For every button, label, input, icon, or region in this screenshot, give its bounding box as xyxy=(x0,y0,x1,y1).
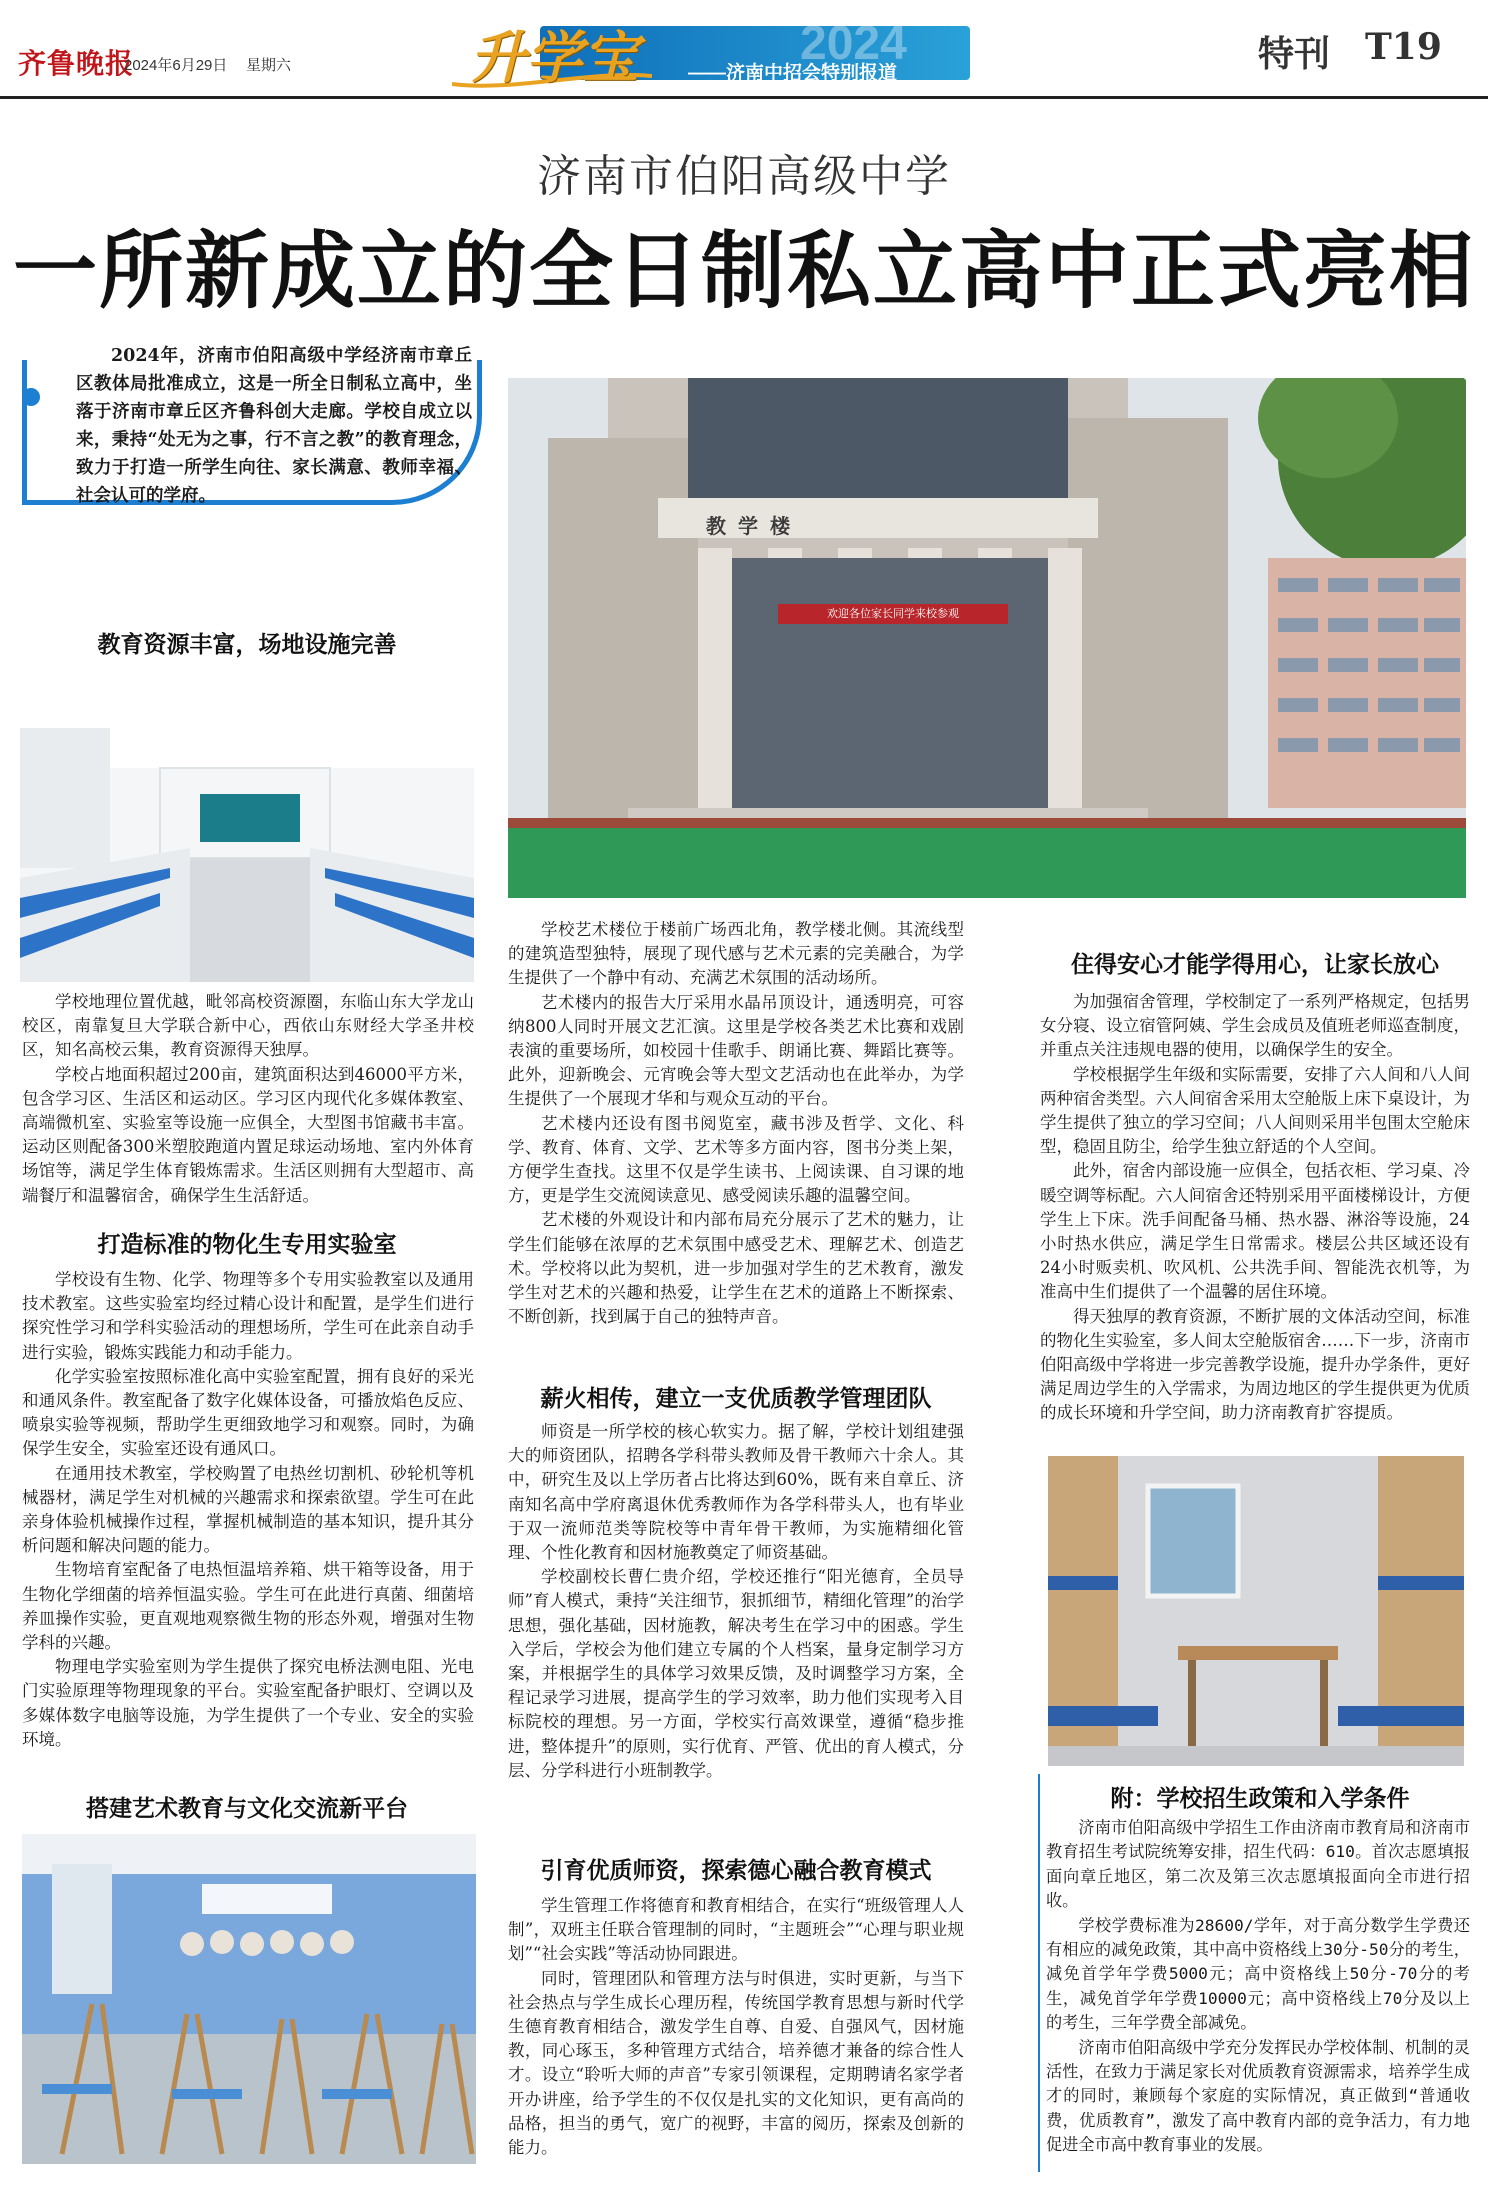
page-code: T19 xyxy=(1365,26,1442,68)
section-body-resources: 学校地理位置优越，毗邻高校资源圈，东临山东大学龙山校区，南靠复旦大学联合新中心，西依山东财经大学圣井校区，知名高校云集，教育资源得天独厚。 学校占地面积超过200亩，建筑面积达到46000平方米，包含学习区、生活区和运动区。学习区内现代化多媒体教室、高端微机室、实验室等设施一应俱全，大型图书馆藏书丰富。运动区则配备300米塑胶跑道内置足球运动场地、室内外体育场馆等，满足学生体育锻炼需求。生活区则拥有大型超市、高端餐厅和温馨宿舍，确保学生生活舒适。 xyxy=(22,992,474,1205)
section-heading-labs: 打造标准的物化生专用实验室 xyxy=(97,1231,397,1258)
main-headline: 一所新成立的全日制私立高中正式亮相 xyxy=(12,221,1475,320)
art-room-photo xyxy=(22,1834,476,2164)
header-divider xyxy=(0,96,1488,99)
section-body-dorm: 为加强宿舍管理，学校制定了一系列严格规定，包括男女分寝、设立宿管阿姨、学生会成员及值班老师巡查制度，并重点关注违规电器的使用，以确保学生的安全。 学校根据学生年级和实际需要，安排了六人间和八人间两种宿舍类型。六人间宿舍采用太空舱版上床下桌设计，为学生提供了独立的学习空间；八人间则采用半包围太空舱床型，稳固且防尘，给学生独立舒适的个人空间。 此外，宿舍内部设施一应俱全，包括衣柜、学习桌、冷暖空调等标配。六人间宿舍还特别采用平面楼梯设计，方便学生上下床。洗手间配备马桶、热水器、淋浴等设施，24小时热水供应，满足学生日常需求。楼层公共区域还设有24小时贩卖机、吹风机、公共洗手间、智能洗衣机等，为准高中生们提供了一个温馨的居住环境。 得天独厚的教育资源，不断扩展的文体活动空间，标准的物化生实验室，多人间太空舱版宿舍……下一步，济南市伯阳高级中学将进一步完善教学设施，提升办学条件，更好满足周边学生的入学需求，为周边地区的学生提供更为优质的成长环境和升学空间，助力济南教育扩容提质。 xyxy=(1040,992,1470,1423)
banner-year: 2024 xyxy=(800,17,907,70)
sub-headline: 济南市伯阳高级中学 xyxy=(537,152,951,201)
section-heading-team: 薪火相传，建立一支优质教学管理团队 xyxy=(540,1385,932,1412)
section-heading-resources: 教育资源丰富，场地设施完善 xyxy=(97,631,397,658)
admission-body: 济南市伯阳高级中学招生工作由济南市教育局和济南市教育招生考试院统筹安排，招生代码：610。首次志愿填报面向章丘地区，第二次及第三次志愿填报面向全市进行招收。 学校学费标准为28600/学年，对于高分数学生学费还有相应的减免政策，其中高中资格线上30分-50分的考生，减免首学年学费5000元；高中资格线上50分-70分的考生，减免首学年学费10000元；高中资格线上70分及以上的考生，三年学费全部减免。 济南市伯阳高级中学充分发挥民办学校体制、机制的灵活性，在致力于满足家长对优质教育资源需求，培养学生成才的同时，兼顾每个家庭的实际情况，真正做到“普通收费，优质教育”，激发了高中教育内部的竞争活力，有力地促进全市高中教育事业的发展。 xyxy=(1046,1818,1470,2155)
banner-subtitle: ——济南中招会特别报道 xyxy=(688,63,898,84)
issue-weekday: 星期六 xyxy=(246,57,292,74)
admission-heading: 附：学校招生政策和入学条件 xyxy=(1110,1785,1410,1812)
intro-paragraph: 2024年，济南市伯阳高级中学经济南市章丘区教体局批准成立，这是一所全日制私立高中，坐落于济南市章丘区齐鲁科创大走廊。学校自成立以来，秉持“处无为之事，行不言之教”的教育理念，致力于打造一所学生向往、家长满意、教师幸福、社会认可的学府。 xyxy=(76,346,472,506)
school-building-photo xyxy=(508,378,1466,898)
dormitory-photo xyxy=(1048,1456,1464,1766)
section-body-team: 师资是一所学校的核心软实力。据了解，学校计划组建强大的师资团队，招聘各学科带头教师及骨干教师六十余人。其中，研究生及以上学历者占比将达到60%，既有来自章丘、济南知名高中学府离退休优秀教师作为各学科带头人，也有毕业于双一流师范类等院校等中青年骨干教师，为实施精细化管理、个性化教育和因材施教奠定了师资基础。 学校副校长曹仁贵介绍，学校还推行“阳光德育，全员导师”育人模式，秉持“关注细节，狠抓细节，精细化管理”的治学思想，强化基础，因材施教，解决考生在学习中的困惑。学生入学后，学校会为他们建立专属的个人档案，量身定制学习方案，并根据学生的具体学习效果反馈，及时调整学习方案，全程记录学习进展，提高学生的学习效率，助力他们实现考入目标院校的理想。另一方面，学校实行高效课堂，遵循“稳步推进，整体提升”的原则，实行优育、严管、优出的育人模式，分层、分学科进行小班制教学。 xyxy=(508,1422,964,1780)
section-heading-moral: 引育优质师资，探索德心融合教育模式 xyxy=(540,1857,932,1884)
section-label: 特刊 xyxy=(1258,33,1331,75)
building-welcome-banner: 欢迎各位家长同学来校参观 xyxy=(827,607,959,620)
section-heading-dorm: 住得安心才能学得用心，让家长放心 xyxy=(1071,951,1439,978)
issue-date: 2024年6月29日 xyxy=(124,57,228,74)
section-body-labs: 学校设有生物、化学、物理等多个专用实验教室以及通用技术教室。这些实验室均经过精心设计和配置，是学生们进行探究性学习和学科实验活动的理想场所，学生可在此亲自动手进行实验，锻炼实践能力和动手能力。 化学实验室按照标准化高中实验室配置，拥有良好的采光和通风条件。教室配备了数字化媒体设备，可播放焰色反应、喷泉实验等视频，帮助学生更细致地学习和观察。同时，为确保学生安全，实验室还设有通风口。 在通用技术教室，学校购置了电热丝切割机、砂轮机等机械器材，满足学生对机械的兴趣需求和探索欲望。学生可在此亲身体验机械操作过程，掌握机械制造的基本知识，提升其分析问题和解决问题的能力。 生物培育室配备了电热恒温培养箱、烘干箱等设备，用于生物化学细菌的培养恒温实验。学生可在此进行真菌、细菌培养皿操作实验，更直观地观察微生物的形态外观，增强对生物学科的兴趣。 物理电学实验室则为学生提供了探究电桥法测电阻、光电门实验原理等物理现象的平台。实验室配备护眼灯、空调以及多媒体数字电脑等设施，为学生提供了一个专业、安全的实验环境。 xyxy=(22,1270,474,1749)
lab-classroom-photo xyxy=(20,708,474,982)
section-body-moral: 学生管理工作将德育和教育相结合，在实行“班级管理人人制”，双班主任联合管理制的同时，“主题班会”“心理与职业规划”“社会实践”等活动协同跟进。 同时，管理团队和管理方法与时俱进，实时更新，与当下社会热点与学生成长心理历程，传统国学教育思想与新时代学生德育教育相结合，激发学生自尊、自爱、自强风气，因材施教，同心琢玉，多种管理方式结合，培养德才兼备的综合性人才。设立“聆听大师的声音”专家引领课程，定期聘请名家学者开办讲座，给予学生的不仅仅是扎实的文化知识，更有高尚的品格，担当的勇气，宽广的视野，丰富的阅历，探索及创新的能力。 xyxy=(508,1896,964,2158)
intro-dot-icon xyxy=(22,388,40,406)
section-body-art: 学校艺术楼位于楼前广场西北角，教学楼北侧。其流线型的建筑造型独特，展现了现代感与艺术元素的完美融合，为学生提供了一个静中有动、充满艺术氛围的活动场所。 艺术楼内的报告大厅采用水晶吊顶设计，通透明亮，可容纳800人同时开展文艺汇演。这里是学校各类艺术比赛和戏剧表演的重要场所，如校园十佳歌手、朗诵比赛、舞蹈比赛等。此外，迎新晚会、元宵晚会等大型文艺活动也在此举办，为学生提供了一个展现才华和与观众互动的平台。 艺术楼内还设有图书阅览室，藏书涉及哲学、文化、科学、教育、体育、文学、艺术等多方面内容，图书分类上架，方便学生查找。这里不仅是学生读书、上阅读课、自习课的地方，更是学生交流阅读意见、感受阅读乐趣的温馨空间。 艺术楼的外观设计和内部布局充分展示了艺术的魅力，让学生们能够在浓厚的艺术氛围中感受艺术、理解艺术、创造艺术。学校将以此为契机，进一步加强对学生的艺术教育，激发学生对艺术的兴趣和热爱，让学生在艺术的道路上不断探索、不断创新，找到属于自己的独特声音。 xyxy=(508,920,964,1327)
paper-name-logo: 齐鲁晚报 xyxy=(18,47,135,80)
section-heading-art: 搭建艺术教育与文化交流新平台 xyxy=(86,1795,408,1822)
building-sign: 教学楼 xyxy=(706,514,802,538)
banner-title: 升学宝 xyxy=(470,25,638,91)
